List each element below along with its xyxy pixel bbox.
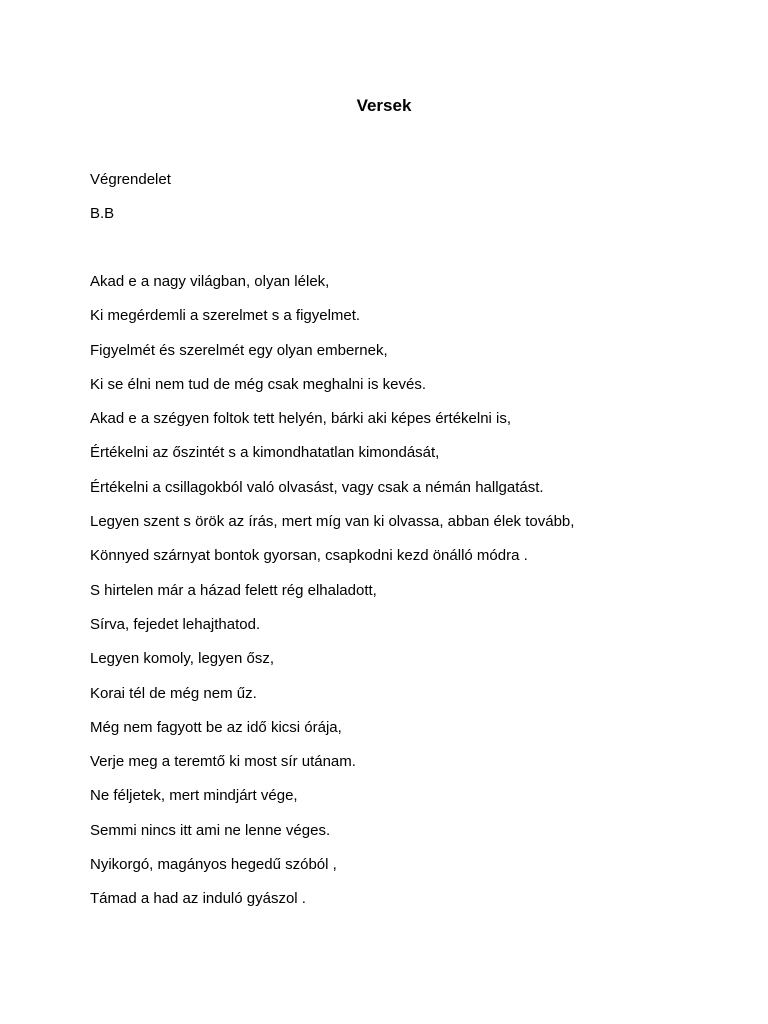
poem-line: Akad e a nagy világban, olyan lélek, (90, 273, 330, 290)
poem-line: Korai tél de még nem űz. (90, 684, 257, 702)
poem-author: B.B (90, 205, 115, 222)
poem-line: Nyikorgó, magányos hegedű szóból , (90, 856, 337, 874)
poem-line: Értékelni a csillagokból való olvasást, vagy csak a némán hallgatást. (90, 478, 544, 496)
poem-title: Végrendelet (90, 171, 171, 188)
poem-line: Akad e a szégyen foltok tett helyén, bárki aki képes értékelni is, (90, 410, 512, 428)
poem-line: Verje meg a teremtő ki most sír utánam. (90, 753, 356, 771)
poem-line: Ki se élni nem tud de még csak meghalni is kevés. (90, 375, 426, 393)
poem-line: Ne féljetek, mert mindjárt vége, (90, 787, 298, 805)
poem-line: Értékelni az őszintét s a kimondhatatlan kimondását, (90, 444, 440, 462)
poem-line: Ki megérdemli a szerelmet s a figyelmet. (90, 307, 361, 325)
poem-body (90, 272, 730, 924)
poem-line: S hirtelen már a házad felett rég elhaladott, (90, 581, 377, 599)
poem-line: Figyelmét és szerelmét egy olyan embernek, (90, 341, 388, 359)
document-heading: Versek (356, 96, 412, 115)
poem-line: Legyen komoly, legyen ősz, (90, 650, 274, 668)
poem-line: Könnyed szárnyat bontok gyorsan, csapkodni kezd önálló módra . (90, 547, 528, 565)
poem-line: Még nem fagyott be az idő kicsi órája, (90, 718, 342, 736)
poem-line: Semmi nincs itt ami ne lenne véges. (90, 821, 331, 839)
poem-line: Legyen szent s örök az írás, mert míg van ki olvassa, abban élek tovább, (90, 513, 575, 531)
poem-line: Sírva, fejedet lehajthatod. (90, 615, 261, 633)
poem-line: Támad a had az induló gyászol . (90, 890, 306, 908)
